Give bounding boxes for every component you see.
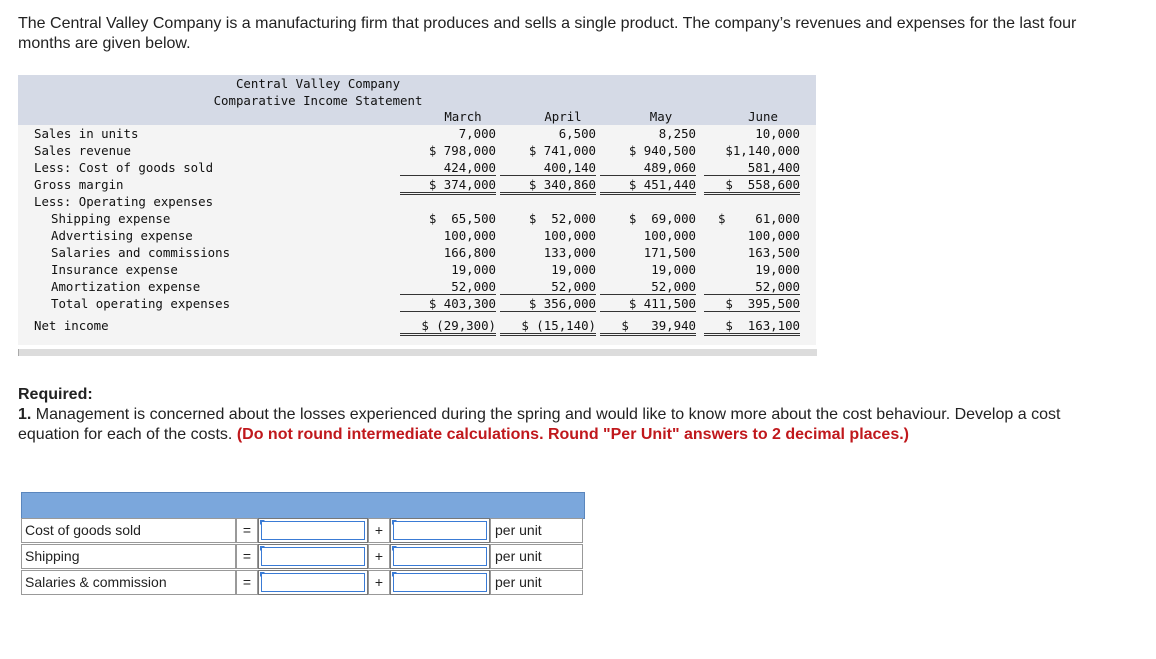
statement-value: 166,800 [443,245,496,260]
statement-value: $ 374,000 [400,177,496,195]
answer-row-salaries [21,570,583,595]
statement-value: 52,000 [704,279,800,295]
statement-value: 19,000 [551,262,596,277]
statement-value: 52,000 [600,279,696,295]
statement-value: $ 395,500 [704,296,800,312]
statement-value: 424,000 [400,160,496,176]
shipping-variable-input[interactable] [393,547,487,566]
cogs-fixed-input[interactable] [261,521,365,540]
statement-value: 100,000 [643,228,696,243]
statement-row-label: Salaries and commissions [51,245,231,260]
statement-value: $1,140,000 [725,143,800,158]
equals-sign: = [236,544,258,569]
cogs-variable-input[interactable] [393,521,487,540]
row-label: Salaries & commission [21,570,236,595]
shipping-fixed-input[interactable] [261,547,365,566]
statement-value: $ 52,000 [528,211,596,226]
per-unit-label: per unit [490,518,583,543]
statement-row-label: Less: Operating expenses [34,194,214,209]
statement-value: 19,000 [451,262,496,277]
question-text: Management is concerned about the losses experienced during the spring and would like to know more about the cost behaviour. Develop a cost equation for each of the costs. [18,406,1061,443]
statement-row-label: Total operating expenses [51,296,231,311]
statement-value: 10,000 [755,126,800,141]
statement-value: $ (29,300) [400,318,496,336]
statement-value: $ 403,300 [400,296,496,312]
statement-row-label: Insurance expense [51,262,178,277]
per-unit-label: per unit [490,544,583,569]
statement-value: $ 65,500 [428,211,496,226]
salaries-variable-input[interactable] [393,573,487,592]
answer-row-shipping [21,544,583,569]
month-april: April [544,109,582,124]
plus-sign: + [368,570,390,595]
statement-value: 8,250 [658,126,696,141]
fixed-cost-cell [258,544,368,569]
variable-cost-cell [390,544,490,569]
statement-row-label: Sales in units [34,126,139,141]
statement-value: 100,000 [443,228,496,243]
month-may: May [649,109,673,124]
statement-row-label: Shipping expense [51,211,171,226]
statement-value: $ 39,940 [600,318,696,336]
statement-value: $ (15,140) [500,318,596,336]
statement-value: 52,000 [500,279,596,295]
required-heading: Required: [18,386,93,403]
statement-value: 52,000 [400,279,496,295]
statement-value: 489,060 [600,160,696,176]
statement-row-label: Amortization expense [51,279,201,294]
statement-value: $ 69,000 [628,211,696,226]
statement-value: 19,000 [651,262,696,277]
statement-value: $ 340,860 [500,177,596,195]
statement-value: 171,500 [643,245,696,260]
statement-value: 100,000 [747,228,800,243]
statement-value: $ 940,500 [628,143,696,158]
rounding-instruction: (Do not round intermediate calculations. Round "Per Unit" answers to 2 decimal places.) [236,426,909,443]
salaries-fixed-input[interactable] [261,573,365,592]
statement-value: 163,500 [747,245,800,260]
required-section [18,385,1118,445]
statement-value: $ 163,100 [704,318,800,336]
intro-text: The Central Valley Company is a manufacturing firm that produces and sells a single product. The company’s revenues and expenses for the last four months are given below. [18,15,1077,52]
plus-sign: + [368,518,390,543]
statement-value: 581,400 [704,160,800,176]
statement-row-label: Advertising expense [51,228,193,243]
statement-value: 6,500 [558,126,596,141]
statement-scrollbar[interactable] [18,349,817,356]
statement-value: $ 558,600 [704,177,800,195]
question-number: 1. [18,406,32,423]
plus-sign: + [368,544,390,569]
statement-row-label: Net income [34,318,109,333]
statement-value: $ 411,500 [600,296,696,312]
row-label: Cost of goods sold [21,518,236,543]
variable-cost-cell [390,570,490,595]
statement-row-label: Sales revenue [34,143,131,158]
income-statement [18,75,816,345]
statement-value: 7,000 [458,126,496,141]
per-unit-label: per unit [490,570,583,595]
statement-value: 100,000 [543,228,596,243]
statement-value: $ 356,000 [500,296,596,312]
statement-value: 19,000 [755,262,800,277]
statement-title: Comparative Income Statement [213,93,423,108]
statement-value: 400,140 [500,160,596,176]
fixed-cost-cell [258,570,368,595]
variable-cost-cell [390,518,490,543]
statement-value: $ 741,000 [528,143,596,158]
month-june: June [748,109,778,124]
equals-sign: = [236,518,258,543]
answer-row-cogs [21,518,583,543]
month-march: March [444,109,482,124]
row-label: Shipping [21,544,236,569]
equals-sign: = [236,570,258,595]
answer-table-header [21,492,585,519]
statement-value: $ 451,440 [600,177,696,195]
statement-value: $ 61,000 [717,211,800,226]
statement-value: 133,000 [543,245,596,260]
fixed-cost-cell [258,518,368,543]
statement-row-label: Gross margin [34,177,124,192]
statement-row-label: Less: Cost of goods sold [34,160,214,175]
statement-value: $ 798,000 [428,143,496,158]
company-name: Central Valley Company [235,76,401,91]
